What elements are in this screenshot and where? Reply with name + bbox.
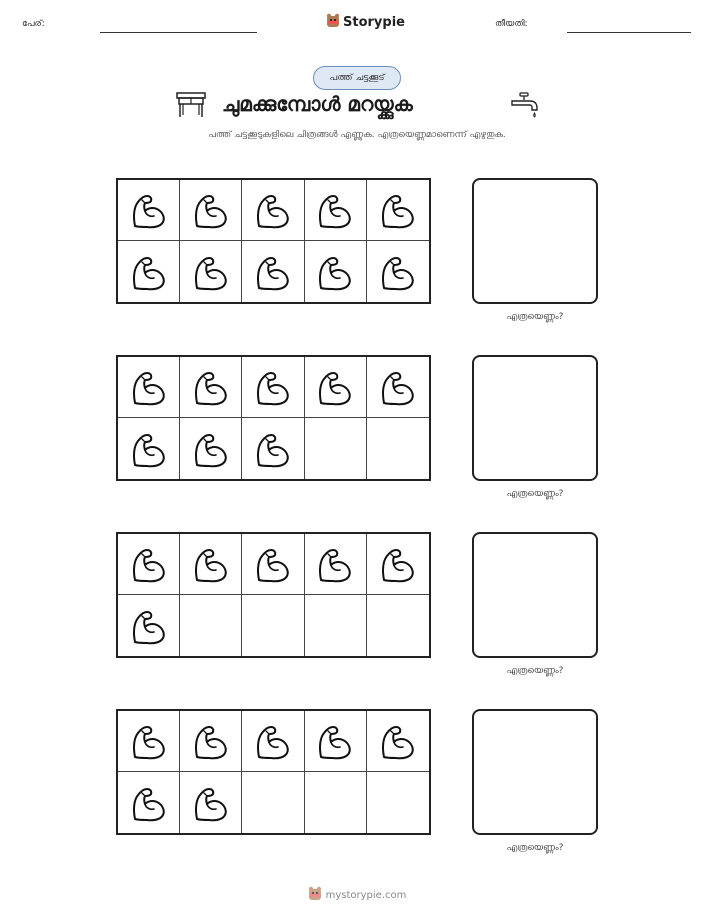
frame-cell (305, 595, 367, 656)
flexed-biceps-icon (129, 544, 169, 584)
answer-box[interactable] (472, 355, 598, 481)
flexed-biceps-icon (378, 367, 418, 407)
flexed-biceps-icon (129, 367, 169, 407)
flexed-biceps-icon (315, 367, 355, 407)
frame-cell (118, 534, 180, 595)
frame-cell (242, 595, 304, 656)
frame-cell (118, 241, 180, 302)
frame-cell (242, 241, 304, 302)
storypie-logo-icon (308, 885, 322, 905)
flexed-biceps-icon (315, 252, 355, 292)
answer-box[interactable] (472, 532, 598, 658)
flexed-biceps-icon (191, 190, 231, 230)
frame-cell (242, 711, 304, 772)
frame-cell (305, 180, 367, 241)
frame-cell (305, 241, 367, 302)
frame-cell (305, 534, 367, 595)
flexed-biceps-icon (253, 721, 293, 761)
frame-cell (180, 534, 242, 595)
answer-box[interactable] (472, 709, 598, 835)
frame-cell (118, 772, 180, 833)
frame-cell (367, 772, 429, 833)
how-many-label: എത്രയെണ്ണം? (506, 666, 564, 676)
flexed-biceps-icon (378, 721, 418, 761)
flexed-biceps-icon (129, 429, 169, 469)
topic-badge: പത്ത് ചട്ടക്കൂട് (313, 66, 401, 90)
title-row (0, 88, 714, 124)
brand (326, 12, 405, 32)
flexed-biceps-icon (129, 190, 169, 230)
frame-cell (305, 357, 367, 418)
frame-cell (118, 180, 180, 241)
frame-cell (305, 711, 367, 772)
ten-frame (116, 532, 431, 658)
frame-cell (367, 418, 429, 479)
brand-name: Storypie (343, 14, 405, 30)
ten-frame (116, 178, 431, 304)
flexed-biceps-icon (315, 190, 355, 230)
frame-cell (180, 180, 242, 241)
faucet-icon (510, 91, 540, 123)
name-label: പേര്: (22, 19, 45, 29)
flexed-biceps-icon (315, 544, 355, 584)
frame-cell (118, 418, 180, 479)
ten-frame (116, 355, 431, 481)
date-line[interactable] (567, 32, 691, 33)
flexed-biceps-icon (378, 544, 418, 584)
flexed-biceps-icon (191, 429, 231, 469)
flexed-biceps-icon (129, 783, 169, 823)
flexed-biceps-icon (191, 544, 231, 584)
frame-cell (305, 772, 367, 833)
flexed-biceps-icon (191, 367, 231, 407)
flexed-biceps-icon (253, 190, 293, 230)
footer (0, 885, 714, 905)
ten-frame (116, 709, 431, 835)
instructions: പത്ത് ചട്ടക്കൂടുകളിലെ ചിത്രങ്ങൾ എണ്ണുക. എത്രയെണ്ണമാണെന്ന് എഴുതുക. (208, 130, 506, 140)
frame-cell (180, 772, 242, 833)
page-title: ചുമക്കുമ്പോൾ മറയ്ക്കുക (222, 92, 413, 116)
footer-url: mystorypie.com (325, 889, 407, 901)
frame-cell (367, 357, 429, 418)
how-many-label: എത്രയെണ്ണം? (506, 489, 564, 499)
frame-cell (305, 418, 367, 479)
frame-cell (242, 534, 304, 595)
flexed-biceps-icon (129, 721, 169, 761)
how-many-label: എത്രയെണ്ണം? (506, 843, 564, 853)
flexed-biceps-icon (191, 252, 231, 292)
frame-cell (180, 357, 242, 418)
flexed-biceps-icon (378, 190, 418, 230)
frame-cell (367, 241, 429, 302)
frame-cell (242, 180, 304, 241)
frame-cell (367, 711, 429, 772)
how-many-label: എത്രയെണ്ണം? (506, 312, 564, 322)
frame-cell (180, 241, 242, 302)
flexed-biceps-icon (253, 367, 293, 407)
flexed-biceps-icon (378, 252, 418, 292)
flexed-biceps-icon (191, 783, 231, 823)
frame-cell (180, 595, 242, 656)
name-line[interactable] (100, 32, 257, 33)
frame-cell (367, 180, 429, 241)
frame-cell (118, 595, 180, 656)
answer-box[interactable] (472, 178, 598, 304)
flexed-biceps-icon (253, 429, 293, 469)
frame-cell (118, 357, 180, 418)
frame-cell (242, 357, 304, 418)
frame-cell (180, 418, 242, 479)
storypie-logo-icon (326, 12, 340, 32)
flexed-biceps-icon (129, 252, 169, 292)
flexed-biceps-icon (191, 721, 231, 761)
flexed-biceps-icon (315, 721, 355, 761)
desk-icon (175, 90, 207, 122)
frame-cell (180, 711, 242, 772)
frame-cell (118, 711, 180, 772)
frame-cell (242, 418, 304, 479)
frame-cell (367, 534, 429, 595)
date-label: തീയതി: (495, 19, 528, 29)
flexed-biceps-icon (129, 606, 169, 646)
frame-cell (242, 772, 304, 833)
flexed-biceps-icon (253, 544, 293, 584)
frame-cell (367, 595, 429, 656)
flexed-biceps-icon (253, 252, 293, 292)
